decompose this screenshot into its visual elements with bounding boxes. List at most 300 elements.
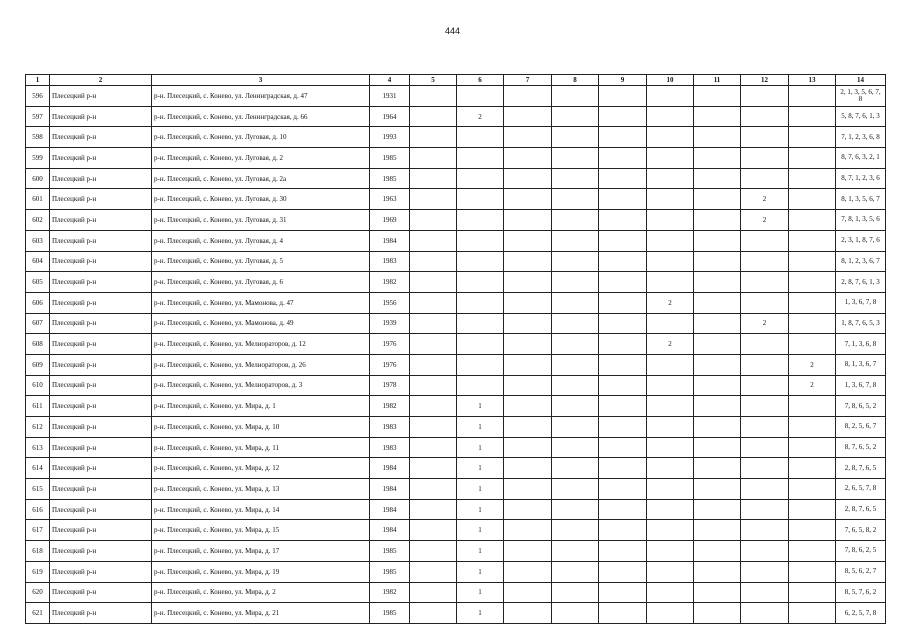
column-header-1: 1 — [26, 75, 50, 86]
cell-col-6: 1 — [457, 458, 504, 479]
cell-address: р-н. Плесецкий, с. Конево, ул. Мелиораторов, д. 26 — [152, 354, 370, 375]
cell-col-12 — [741, 251, 789, 272]
cell-district: Плесецкий р-н — [50, 189, 152, 210]
cell-col-12 — [741, 86, 789, 107]
cell-address: р-н. Плесецкий, с. Конево, ул. Луговая, д. 6 — [152, 272, 370, 293]
cell-col-9 — [599, 396, 647, 417]
cell-year: 1939 — [370, 313, 410, 334]
cell-col-10: 2 — [647, 292, 694, 313]
cell-col-7 — [504, 251, 552, 272]
cell-col-10 — [647, 210, 694, 231]
cell-row-number: 614 — [26, 458, 50, 479]
cell-col-8 — [552, 582, 599, 603]
cell-col-10 — [647, 189, 694, 210]
table-row — [26, 106, 886, 127]
table-row — [26, 520, 886, 541]
cell-row-number: 596 — [26, 86, 50, 107]
cell-col-12 — [741, 375, 789, 396]
cell-address: р-н. Плесецкий, с. Конево, ул. Луговая, д. 31 — [152, 210, 370, 231]
cell-district: Плесецкий р-н — [50, 458, 152, 479]
cell-col-8 — [552, 375, 599, 396]
cell-row-number: 606 — [26, 292, 50, 313]
table-body — [26, 86, 886, 624]
cell-col-11 — [694, 292, 741, 313]
cell-col-7 — [504, 86, 552, 107]
cell-col-11 — [694, 499, 741, 520]
cell-col-10 — [647, 168, 694, 189]
cell-col-6 — [457, 313, 504, 334]
cell-address: р-н. Плесецкий, с. Конево, ул. Мира, д. 14 — [152, 499, 370, 520]
cell-col-10: 2 — [647, 334, 694, 355]
cell-col-13 — [789, 127, 836, 148]
cell-row-number: 598 — [26, 127, 50, 148]
cell-col-9 — [599, 148, 647, 169]
cell-col-14: 2, 3, 1, 8, 7, 6 — [836, 230, 886, 251]
cell-row-number: 616 — [26, 499, 50, 520]
table-row — [26, 230, 886, 251]
cell-col-9 — [599, 210, 647, 231]
cell-col-13 — [789, 148, 836, 169]
cell-year: 1983 — [370, 417, 410, 438]
cell-col-13 — [789, 541, 836, 562]
cell-col-5 — [410, 272, 457, 293]
table-row — [26, 396, 886, 417]
cell-col-7 — [504, 168, 552, 189]
cell-col-14: 8, 7, 6, 3, 2, 1 — [836, 148, 886, 169]
column-header-3: 3 — [152, 75, 370, 86]
cell-col-7 — [504, 396, 552, 417]
cell-col-8 — [552, 334, 599, 355]
cell-col-9 — [599, 106, 647, 127]
cell-col-14: 2, 1, 3, 5, 6, 7, 8 — [836, 86, 886, 107]
cell-col-13 — [789, 458, 836, 479]
cell-col-8 — [552, 292, 599, 313]
cell-col-5 — [410, 168, 457, 189]
cell-col-11 — [694, 313, 741, 334]
cell-col-10 — [647, 396, 694, 417]
cell-col-6: 1 — [457, 396, 504, 417]
cell-col-8 — [552, 458, 599, 479]
cell-year: 1985 — [370, 561, 410, 582]
cell-col-10 — [647, 354, 694, 375]
table-row — [26, 561, 886, 582]
cell-row-number: 620 — [26, 582, 50, 603]
cell-address: р-н. Плесецкий, с. Конево, ул. Мира, д. 13 — [152, 479, 370, 500]
cell-col-9 — [599, 168, 647, 189]
cell-col-9 — [599, 417, 647, 438]
cell-col-13 — [789, 168, 836, 189]
cell-col-6: 1 — [457, 520, 504, 541]
cell-col-13 — [789, 479, 836, 500]
cell-col-14: 1, 3, 6, 7, 8 — [836, 292, 886, 313]
cell-col-12 — [741, 499, 789, 520]
cell-col-13 — [789, 437, 836, 458]
cell-col-6 — [457, 251, 504, 272]
cell-col-10 — [647, 251, 694, 272]
cell-col-11 — [694, 479, 741, 500]
cell-col-8 — [552, 168, 599, 189]
cell-year: 1964 — [370, 106, 410, 127]
cell-col-10 — [647, 230, 694, 251]
cell-col-6 — [457, 272, 504, 293]
cell-col-9 — [599, 86, 647, 107]
table-row — [26, 210, 886, 231]
cell-col-12: 2 — [741, 189, 789, 210]
cell-col-11 — [694, 106, 741, 127]
cell-col-6: 1 — [457, 437, 504, 458]
cell-col-13 — [789, 86, 836, 107]
cell-district: Плесецкий р-н — [50, 541, 152, 562]
cell-col-11 — [694, 458, 741, 479]
cell-address: р-н. Плесецкий, с. Конево, ул. Мира, д. 10 — [152, 417, 370, 438]
cell-district: Плесецкий р-н — [50, 230, 152, 251]
cell-col-14: 8, 7, 6, 5, 2 — [836, 437, 886, 458]
cell-col-14: 2, 6, 5, 7, 8 — [836, 479, 886, 500]
cell-col-10 — [647, 437, 694, 458]
cell-col-5 — [410, 334, 457, 355]
cell-col-14: 8, 1, 2, 3, 6, 7 — [836, 251, 886, 272]
cell-col-11 — [694, 230, 741, 251]
cell-year: 1984 — [370, 230, 410, 251]
cell-col-11 — [694, 148, 741, 169]
cell-col-14: 6, 2, 5, 7, 8 — [836, 603, 886, 624]
cell-col-7 — [504, 520, 552, 541]
cell-col-5 — [410, 189, 457, 210]
cell-col-8 — [552, 313, 599, 334]
cell-col-14: 2, 8, 7, 6, 5 — [836, 458, 886, 479]
cell-col-14: 2, 8, 7, 6, 5 — [836, 499, 886, 520]
cell-col-12 — [741, 127, 789, 148]
cell-year: 1984 — [370, 499, 410, 520]
cell-col-14: 8, 5, 7, 6, 2 — [836, 582, 886, 603]
cell-row-number: 615 — [26, 479, 50, 500]
cell-col-14: 1, 3, 6, 7, 8 — [836, 375, 886, 396]
cell-col-11 — [694, 127, 741, 148]
cell-district: Плесецкий р-н — [50, 520, 152, 541]
cell-col-8 — [552, 396, 599, 417]
cell-col-10 — [647, 375, 694, 396]
cell-col-8 — [552, 86, 599, 107]
column-header-4: 4 — [370, 75, 410, 86]
cell-col-7 — [504, 127, 552, 148]
cell-col-6: 2 — [457, 106, 504, 127]
cell-address: р-н. Плесецкий, с. Конево, ул. Луговая, д. 4 — [152, 230, 370, 251]
cell-col-7 — [504, 582, 552, 603]
cell-row-number: 611 — [26, 396, 50, 417]
cell-col-11 — [694, 561, 741, 582]
cell-district: Плесецкий р-н — [50, 417, 152, 438]
cell-col-14: 7, 8, 6, 2, 5 — [836, 541, 886, 562]
cell-col-9 — [599, 520, 647, 541]
cell-col-13 — [789, 561, 836, 582]
cell-col-9 — [599, 437, 647, 458]
cell-col-9 — [599, 189, 647, 210]
cell-col-7 — [504, 230, 552, 251]
cell-col-6 — [457, 334, 504, 355]
cell-col-11 — [694, 375, 741, 396]
cell-col-13 — [789, 292, 836, 313]
cell-year: 1976 — [370, 354, 410, 375]
cell-district: Плесецкий р-н — [50, 582, 152, 603]
cell-col-14: 7, 8, 1, 3, 5, 6 — [836, 210, 886, 231]
cell-col-6 — [457, 230, 504, 251]
cell-col-8 — [552, 230, 599, 251]
cell-col-9 — [599, 334, 647, 355]
column-header-7: 7 — [504, 75, 552, 86]
cell-col-11 — [694, 437, 741, 458]
cell-col-12 — [741, 354, 789, 375]
cell-col-5 — [410, 520, 457, 541]
cell-year: 1984 — [370, 458, 410, 479]
cell-col-14: 7, 1, 2, 3, 6, 8 — [836, 127, 886, 148]
cell-col-12 — [741, 479, 789, 500]
cell-col-14: 8, 1, 3, 5, 6, 7 — [836, 189, 886, 210]
cell-col-7 — [504, 479, 552, 500]
cell-district: Плесецкий р-н — [50, 313, 152, 334]
cell-col-9 — [599, 272, 647, 293]
cell-col-10 — [647, 541, 694, 562]
cell-address: р-н. Плесецкий, с. Конево, ул. Мира, д. 2 — [152, 582, 370, 603]
cell-col-6 — [457, 375, 504, 396]
cell-col-13 — [789, 272, 836, 293]
cell-district: Плесецкий р-н — [50, 292, 152, 313]
cell-col-7 — [504, 417, 552, 438]
cell-col-8 — [552, 479, 599, 500]
cell-col-13: 2 — [789, 375, 836, 396]
cell-year: 1956 — [370, 292, 410, 313]
column-header-8: 8 — [552, 75, 599, 86]
cell-col-14: 8, 1, 3, 6, 7 — [836, 354, 886, 375]
cell-col-11 — [694, 189, 741, 210]
cell-col-7 — [504, 210, 552, 231]
cell-col-12: 2 — [741, 313, 789, 334]
cell-address: р-н. Плесецкий, с. Конево, ул. Мира, д. 15 — [152, 520, 370, 541]
cell-col-6: 1 — [457, 541, 504, 562]
cell-col-8 — [552, 106, 599, 127]
cell-col-13 — [789, 396, 836, 417]
cell-col-6: 1 — [457, 561, 504, 582]
cell-col-5 — [410, 541, 457, 562]
cell-col-12 — [741, 396, 789, 417]
cell-col-10 — [647, 86, 694, 107]
table-row — [26, 272, 886, 293]
cell-row-number: 613 — [26, 437, 50, 458]
table-row — [26, 479, 886, 500]
cell-year: 1983 — [370, 251, 410, 272]
cell-col-8 — [552, 541, 599, 562]
cell-col-10 — [647, 520, 694, 541]
cell-col-10 — [647, 603, 694, 624]
table-row — [26, 334, 886, 355]
cell-district: Плесецкий р-н — [50, 499, 152, 520]
cell-col-14: 2, 8, 7, 6, 1, 3 — [836, 272, 886, 293]
cell-col-10 — [647, 417, 694, 438]
cell-col-5 — [410, 499, 457, 520]
cell-col-9 — [599, 561, 647, 582]
cell-address: р-н. Плесецкий, с. Конево, ул. Мира, д. 21 — [152, 603, 370, 624]
cell-row-number: 603 — [26, 230, 50, 251]
cell-col-5 — [410, 458, 457, 479]
cell-col-9 — [599, 499, 647, 520]
cell-col-12 — [741, 334, 789, 355]
cell-col-5 — [410, 437, 457, 458]
cell-col-6 — [457, 292, 504, 313]
table-row — [26, 189, 886, 210]
cell-address: р-н. Плесецкий, с. Конево, ул. Ленинградская, д. 47 — [152, 86, 370, 107]
table-row — [26, 458, 886, 479]
cell-col-10 — [647, 148, 694, 169]
cell-address: р-н. Плесецкий, с. Конево, ул. Луговая, д. 2а — [152, 168, 370, 189]
header-row — [26, 75, 886, 86]
cell-col-13 — [789, 417, 836, 438]
cell-col-7 — [504, 313, 552, 334]
cell-col-6 — [457, 210, 504, 231]
cell-col-6 — [457, 189, 504, 210]
cell-col-14: 8, 2, 5, 6, 7 — [836, 417, 886, 438]
cell-col-5 — [410, 292, 457, 313]
cell-district: Плесецкий р-н — [50, 168, 152, 189]
column-header-9: 9 — [599, 75, 647, 86]
cell-col-10 — [647, 582, 694, 603]
cell-col-11 — [694, 582, 741, 603]
cell-year: 1984 — [370, 479, 410, 500]
cell-district: Плесецкий р-н — [50, 272, 152, 293]
cell-col-7 — [504, 334, 552, 355]
cell-col-14: 1, 8, 7, 6, 5, 3 — [836, 313, 886, 334]
table-row — [26, 127, 886, 148]
cell-col-5 — [410, 396, 457, 417]
table-row — [26, 582, 886, 603]
cell-row-number: 608 — [26, 334, 50, 355]
table-row — [26, 148, 886, 169]
cell-year: 1985 — [370, 541, 410, 562]
table-row — [26, 313, 886, 334]
cell-col-5 — [410, 479, 457, 500]
cell-col-13 — [789, 499, 836, 520]
cell-col-5 — [410, 210, 457, 231]
cell-col-13 — [789, 230, 836, 251]
cell-year: 1931 — [370, 86, 410, 107]
cell-district: Плесецкий р-н — [50, 561, 152, 582]
cell-col-7 — [504, 106, 552, 127]
cell-district: Плесецкий р-н — [50, 354, 152, 375]
cell-year: 1978 — [370, 375, 410, 396]
table-header — [26, 75, 886, 86]
cell-col-7 — [504, 437, 552, 458]
cell-col-12 — [741, 541, 789, 562]
cell-col-5 — [410, 148, 457, 169]
cell-district: Плесецкий р-н — [50, 210, 152, 231]
cell-col-13 — [789, 251, 836, 272]
cell-col-9 — [599, 603, 647, 624]
cell-col-9 — [599, 479, 647, 500]
cell-col-9 — [599, 582, 647, 603]
cell-col-14: 8, 5, 6, 2, 7 — [836, 561, 886, 582]
cell-row-number: 600 — [26, 168, 50, 189]
cell-district: Плесецкий р-н — [50, 106, 152, 127]
cell-col-11 — [694, 210, 741, 231]
cell-col-8 — [552, 354, 599, 375]
cell-col-9 — [599, 230, 647, 251]
cell-col-12: 2 — [741, 210, 789, 231]
cell-col-14: 7, 6, 5, 8, 2 — [836, 520, 886, 541]
cell-year: 1985 — [370, 603, 410, 624]
cell-address: р-н. Плесецкий, с. Конево, ул. Луговая, д. 30 — [152, 189, 370, 210]
cell-col-5 — [410, 313, 457, 334]
cell-address: р-н. Плесецкий, с. Конево, ул. Мира, д. 11 — [152, 437, 370, 458]
cell-year: 1982 — [370, 272, 410, 293]
cell-col-6 — [457, 354, 504, 375]
cell-col-12 — [741, 230, 789, 251]
cell-col-11 — [694, 396, 741, 417]
cell-row-number: 621 — [26, 603, 50, 624]
cell-col-9 — [599, 251, 647, 272]
cell-col-8 — [552, 210, 599, 231]
cell-col-5 — [410, 106, 457, 127]
cell-row-number: 617 — [26, 520, 50, 541]
cell-address: р-н. Плесецкий, с. Конево, ул. Луговая, д. 5 — [152, 251, 370, 272]
cell-col-5 — [410, 230, 457, 251]
column-header-2: 2 — [50, 75, 152, 86]
cell-col-11 — [694, 334, 741, 355]
cell-col-9 — [599, 313, 647, 334]
cell-row-number: 610 — [26, 375, 50, 396]
cell-col-14: 7, 8, 6, 5, 2 — [836, 396, 886, 417]
cell-col-13 — [789, 520, 836, 541]
cell-col-6: 1 — [457, 499, 504, 520]
cell-col-7 — [504, 272, 552, 293]
table-row — [26, 375, 886, 396]
cell-district: Плесецкий р-н — [50, 251, 152, 272]
cell-year: 1983 — [370, 437, 410, 458]
cell-col-12 — [741, 168, 789, 189]
cell-row-number: 604 — [26, 251, 50, 272]
cell-col-7 — [504, 148, 552, 169]
cell-address: р-н. Плесецкий, с. Конево, ул. Луговая, д. 10 — [152, 127, 370, 148]
cell-col-13 — [789, 106, 836, 127]
cell-row-number: 599 — [26, 148, 50, 169]
table-row — [26, 417, 886, 438]
column-header-11: 11 — [694, 75, 741, 86]
table-row — [26, 168, 886, 189]
cell-row-number: 612 — [26, 417, 50, 438]
cell-col-8 — [552, 437, 599, 458]
table-row — [26, 292, 886, 313]
cell-col-6: 1 — [457, 582, 504, 603]
cell-col-10 — [647, 313, 694, 334]
cell-col-5 — [410, 561, 457, 582]
cell-col-13 — [789, 603, 836, 624]
cell-col-6 — [457, 86, 504, 107]
page-number: 444 — [444, 26, 461, 36]
cell-district: Плесецкий р-н — [50, 396, 152, 417]
cell-col-8 — [552, 272, 599, 293]
cell-col-8 — [552, 189, 599, 210]
cell-col-6: 1 — [457, 479, 504, 500]
cell-col-9 — [599, 458, 647, 479]
cell-col-12 — [741, 292, 789, 313]
column-header-5: 5 — [410, 75, 457, 86]
cell-col-11 — [694, 272, 741, 293]
cell-col-12 — [741, 603, 789, 624]
cell-col-9 — [599, 354, 647, 375]
cell-district: Плесецкий р-н — [50, 603, 152, 624]
cell-col-12 — [741, 458, 789, 479]
table-row — [26, 251, 886, 272]
cell-col-11 — [694, 168, 741, 189]
cell-col-5 — [410, 86, 457, 107]
cell-district: Плесецкий р-н — [50, 86, 152, 107]
